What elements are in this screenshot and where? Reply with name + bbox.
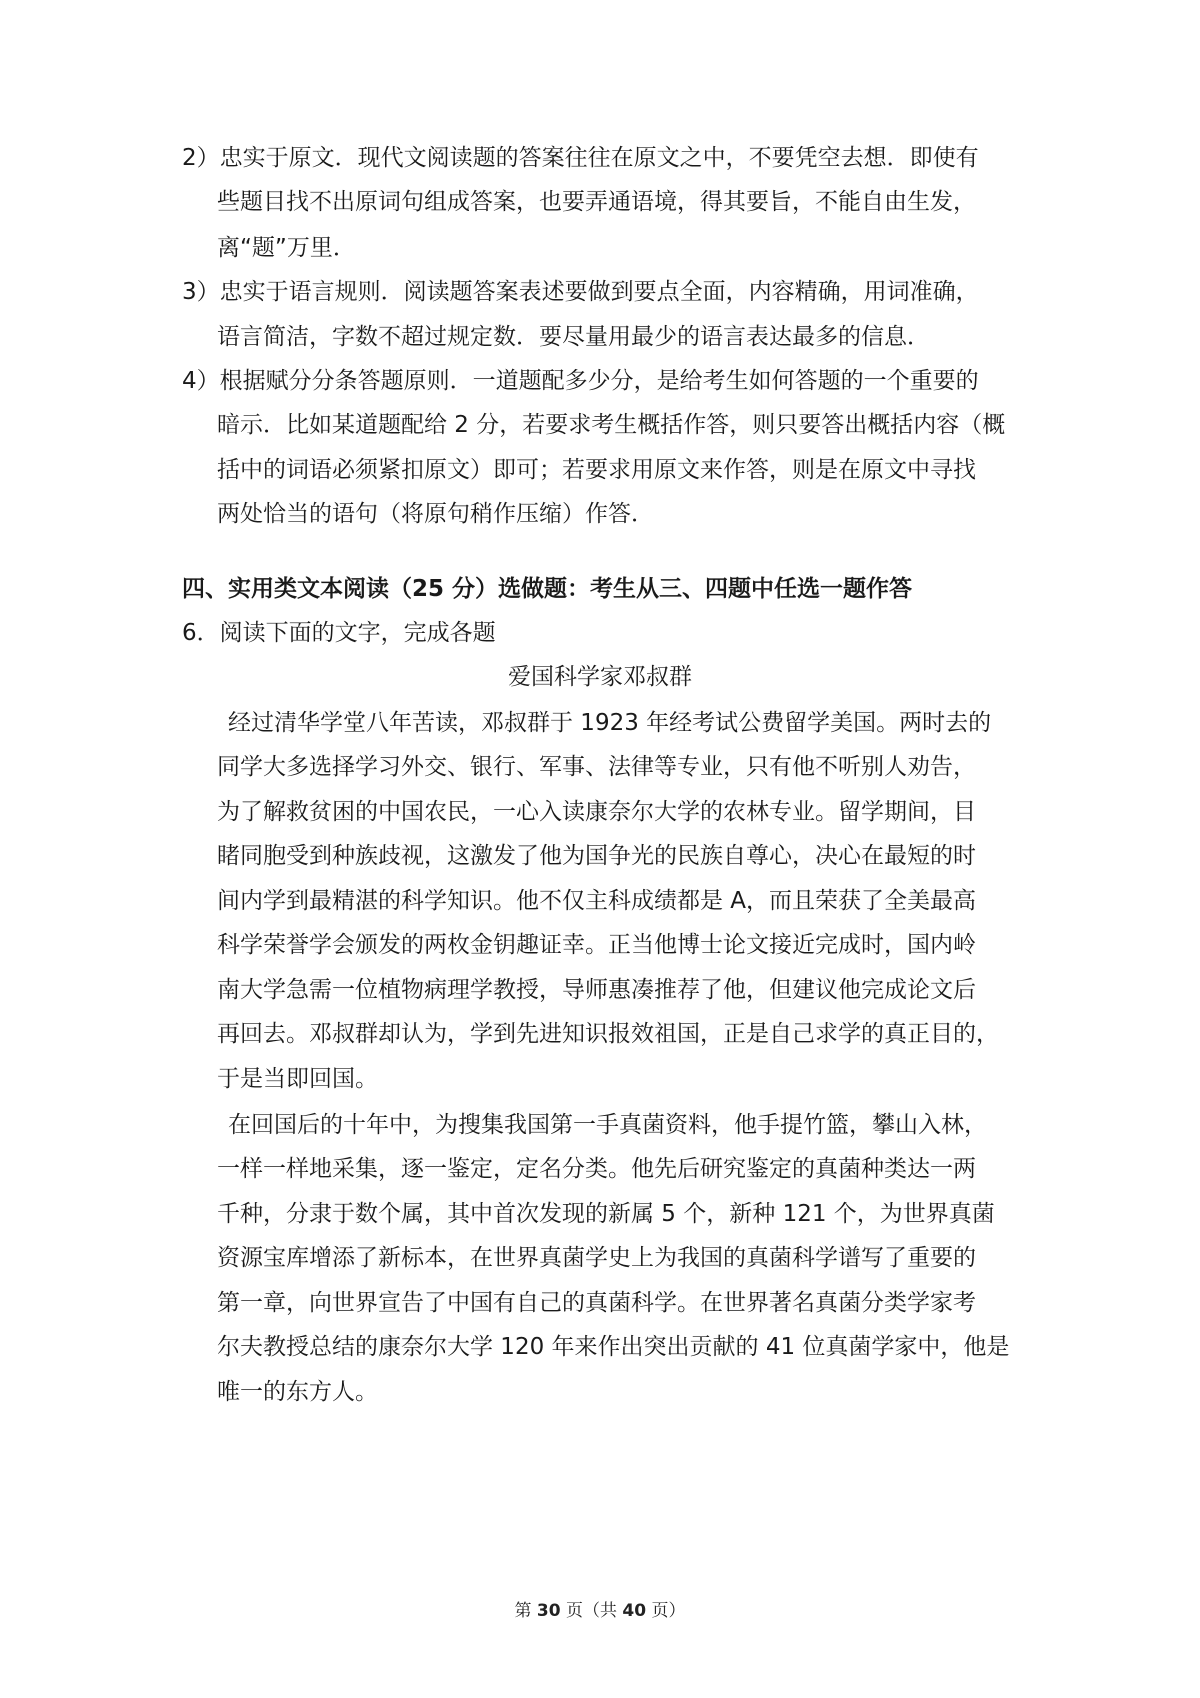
list-item-line: 2）忠实于原文．现代文阅读题的答案往往在原文之中，不要凭空去想．即使有 [182,145,979,171]
list-item-line: 3）忠实于语言规则．阅读题答案表述要做到要点全面，内容精确，用词准确， [182,279,979,305]
paragraph-line: 资源宝库增添了新标本，在世界真菌学史上为我国的真菌科学谱写了重要的 [217,1245,976,1271]
paragraph-first-line: 经过清华学堂八年苦读，邓叔群于 1923 年经考试公费留学美国。两时去的 [228,710,992,736]
paragraph-line: 些题目找不出原词句组成答案，也要弄通语境，得其要旨，不能自由生发， [217,189,976,215]
footer-prefix: 第 [514,1601,537,1621]
paragraph-line: 暗示．比如某道题配给 2 分，若要求考生概括作答，则只要答出概括内容（概 [217,412,1006,438]
paragraph-line: 于是当即回国。 [217,1066,378,1092]
section-heading: 四、实用类文本阅读（25 分）选做题：考生从三、四题中任选一题作答 [182,576,913,602]
footer-page-number: 30 [536,1601,561,1621]
footer-suffix: 页） [646,1601,686,1621]
paragraph-line: 一样一样地采集，逐一鉴定，定名分类。他先后研究鉴定的真菌种类达一两 [217,1156,976,1182]
paragraph-line: 为了解救贫困的中国农民，一心入读康奈尔大学的农林专业。留学期间，目 [217,799,976,825]
article-title: 爱国科学家邓叔群 [508,664,692,690]
paragraph-line: 睹同胞受到种族歧视，这激发了他为国争光的民族自尊心，决心在最短的时 [217,843,976,869]
page-footer [0,1596,1200,1621]
list-item-line: 6．阅读下面的文字，完成各题 [182,620,496,646]
paragraph-line: 第一章，向世界宣告了中国有自己的真菌科学。在世界著名真菌分类学家考 [217,1290,976,1316]
paragraph-first-line: 在回国后的十年中，为搜集我国第一手真菌资料，他手提竹篮，攀山入林， [228,1112,987,1138]
paragraph-line: 南大学急需一位植物病理学教授，导师惠凑推荐了他，但建议他完成论文后 [217,977,976,1003]
paragraph-line: 科学荣誉学会颁发的两枚金钥趣证幸。正当他博士论文接近完成时，国内岭 [217,932,976,958]
paragraph-line: 千种，分隶于数个属，其中首次发现的新属 5 个，新种 121 个，为世界真菌 [217,1201,995,1227]
paragraph-line: 语言简洁，字数不超过规定数．要尽量用最少的语言表达最多的信息． [217,324,930,350]
footer-total-pages: 40 [622,1601,647,1621]
paragraph-line: 两处恰当的语句（将原句稍作压缩）作答． [217,501,654,527]
paragraph-line: 唯一的东方人。 [217,1379,378,1405]
paragraph-line: 离“题”万里． [217,235,356,261]
paragraph-line: 括中的词语必须紧扣原文）即可；若要求用原文来作答，则是在原文中寻找 [217,457,976,483]
paragraph-line: 再回去。邓叔群却认为，学到先进知识报效祖国，正是自己求学的真正目的， [217,1021,999,1047]
paragraph-line: 同学大多选择学习外交、银行、军事、法律等专业，只有他不听别人劝告， [217,754,976,780]
footer-middle: 页（共 [560,1601,623,1621]
paragraph-line: 间内学到最精湛的科学知识。他不仅主科成绩都是 A，而且荣获了全美最高 [217,888,977,914]
list-item-line: 4）根据赋分分条答题原则．一道题配多少分，是给考生如何答题的一个重要的 [182,368,979,394]
paragraph-line: 尔夫教授总结的康奈尔大学 120 年来作出突出贡献的 41 位真菌学家中，他是 [217,1334,1010,1360]
